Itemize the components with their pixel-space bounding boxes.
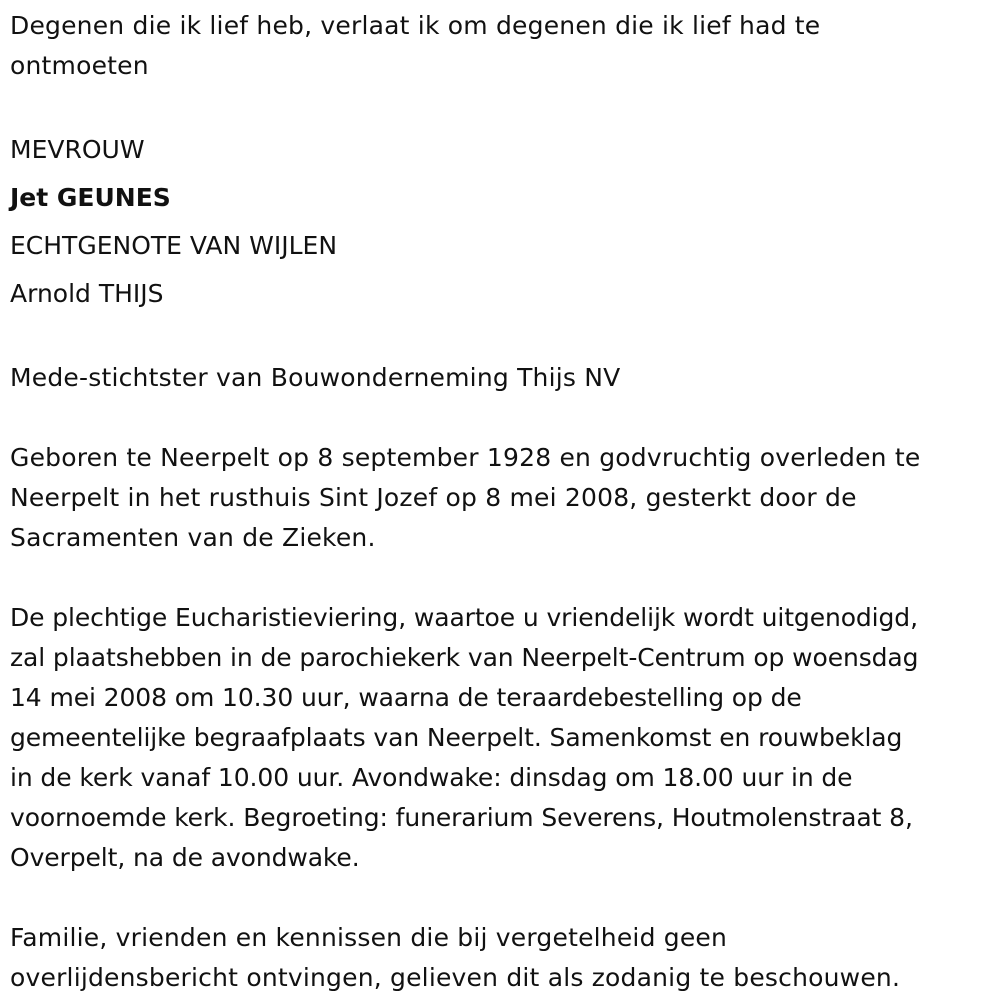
service-line: zal plaatshebben in de parochiekerk van Neerpelt-Centrum op woensdag (10, 643, 919, 672)
service-line: in de kerk vanaf 10.00 uur. Avondwake: dinsdag om 18.00 uur in de (10, 763, 853, 792)
service-line: 14 mei 2008 om 10.30 uur, waarna de teraardebestelling op de (10, 683, 802, 712)
spouse-name: Arnold THIJS (10, 279, 164, 308)
closing-paragraph (10, 918, 995, 998)
role-line: Mede-stichtster van Bouwonderneming Thijs NV (10, 363, 621, 392)
spacer (10, 558, 995, 598)
spacer (10, 86, 995, 126)
motto-line: Degenen die ik lief heb, verlaat ik om degenen die ik lief had te (10, 11, 821, 40)
motto-paragraph (10, 6, 995, 86)
service-line: voornoemde kerk. Begroeting: funerarium Severens, Houtmolenstraat 8, (10, 803, 913, 832)
service-line: De plechtige Eucharistieviering, waartoe u vriendelijk wordt uitgenodigd, (10, 603, 918, 632)
birth-death-line: Geboren te Neerpelt op 8 september 1928 en godvruchtig overleden te (10, 443, 921, 472)
closing-line: overlijdensbericht ontvingen, gelieven dit als zodanig te beschouwen. (10, 963, 901, 992)
birth-death-paragraph (10, 438, 995, 558)
service-line: Overpelt, na de avondwake. (10, 843, 360, 872)
service-paragraph (10, 598, 995, 878)
relation-label: ECHTGENOTE VAN WIJLEN (10, 231, 338, 260)
role-paragraph (10, 358, 995, 398)
spacer (10, 878, 995, 918)
birth-death-line: Neerpelt in het rusthuis Sint Jozef op 8 mei 2008, gesterkt door de (10, 483, 857, 512)
motto-line: ontmoeten (10, 51, 149, 80)
spacer (10, 318, 995, 358)
obituary-document (10, 6, 995, 998)
closing-line: Familie, vrienden en kennissen die bij vergetelheid geen (10, 923, 728, 952)
deceased-name: Jet GEUNES (10, 183, 171, 212)
service-line: gemeentelijke begraafplaats van Neerpelt. Samenkomst en rouwbeklag (10, 723, 903, 752)
honorific: MEVROUW (10, 135, 145, 164)
birth-death-line: Sacramenten van de Zieken. (10, 523, 376, 552)
spacer (10, 398, 995, 438)
deceased-header (10, 126, 995, 318)
